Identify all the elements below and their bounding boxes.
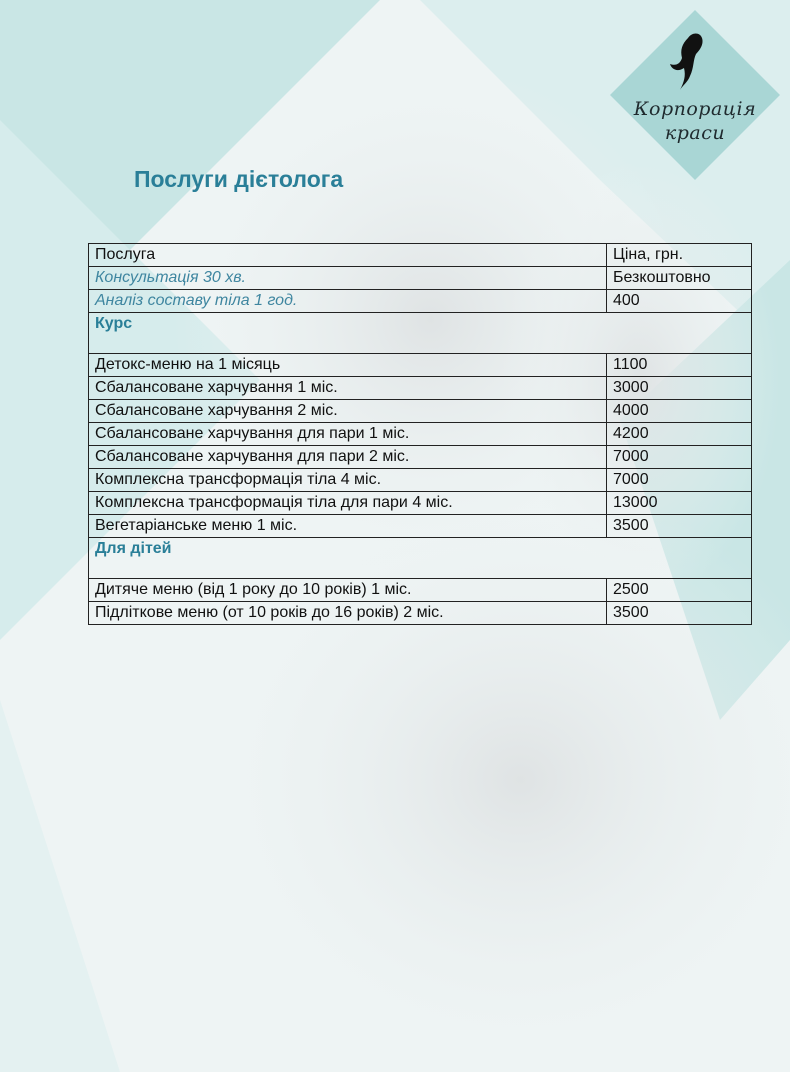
service-price: 3500 — [607, 602, 752, 625]
service-name: Сбалансоване харчування 1 міс. — [89, 377, 607, 400]
table-header-row — [89, 244, 752, 267]
table-row — [89, 423, 752, 446]
service-name: Вегетаріанське меню 1 міс. — [89, 515, 607, 538]
table-row — [89, 354, 752, 377]
service-name: Дитяче меню (від 1 року до 10 років) 1 міс. — [89, 579, 607, 602]
service-price: 13000 — [607, 492, 752, 515]
table-row — [89, 267, 752, 290]
table-row — [89, 446, 752, 469]
service-price: Безкоштовно — [607, 267, 752, 290]
service-price: 2500 — [607, 579, 752, 602]
page-title: Послуги дієтолога — [134, 166, 344, 192]
services-table — [88, 243, 752, 625]
service-price: 4000 — [607, 400, 752, 423]
section-label-course: Курс — [89, 313, 752, 354]
service-price: 4200 — [607, 423, 752, 446]
table-row — [89, 492, 752, 515]
table-row — [89, 602, 752, 625]
logo-text-line1: Корпорація — [633, 98, 757, 120]
service-price: 1100 — [607, 354, 752, 377]
service-name: Комплексна трансформація тіла для пари 4 міс. — [89, 492, 607, 515]
header-service: Послуга — [89, 244, 607, 267]
service-name: Сбалансоване харчування 2 міс. — [89, 400, 607, 423]
table-row — [89, 469, 752, 492]
service-price: 3000 — [607, 377, 752, 400]
service-name: Підліткове меню (от 10 років до 16 років) 2 міс. — [89, 602, 607, 625]
service-price: 7000 — [607, 446, 752, 469]
service-name: Комплексна трансформація тіла 4 міс. — [89, 469, 607, 492]
header-price: Ціна, грн. — [607, 244, 752, 267]
section-row-kids — [89, 538, 752, 579]
service-name: Сбалансоване харчування для пари 1 міс. — [89, 423, 607, 446]
section-label-kids: Для дітей — [89, 538, 752, 579]
table-row — [89, 400, 752, 423]
service-name: Консультація 30 хв. — [89, 267, 607, 290]
company-logo — [610, 10, 780, 180]
logo-text-line2: краси — [664, 122, 726, 144]
service-name: Сбалансоване харчування для пари 2 міс. — [89, 446, 607, 469]
table-row — [89, 290, 752, 313]
logo-diamond — [610, 10, 780, 180]
service-name: Аналіз составу тіла 1 год. — [89, 290, 607, 313]
service-name: Детокс-меню на 1 місяць — [89, 354, 607, 377]
section-row-course — [89, 313, 752, 354]
table-row — [89, 515, 752, 538]
table-row — [89, 377, 752, 400]
service-price: 7000 — [607, 469, 752, 492]
service-price: 3500 — [607, 515, 752, 538]
table-row — [89, 579, 752, 602]
service-price: 400 — [607, 290, 752, 313]
